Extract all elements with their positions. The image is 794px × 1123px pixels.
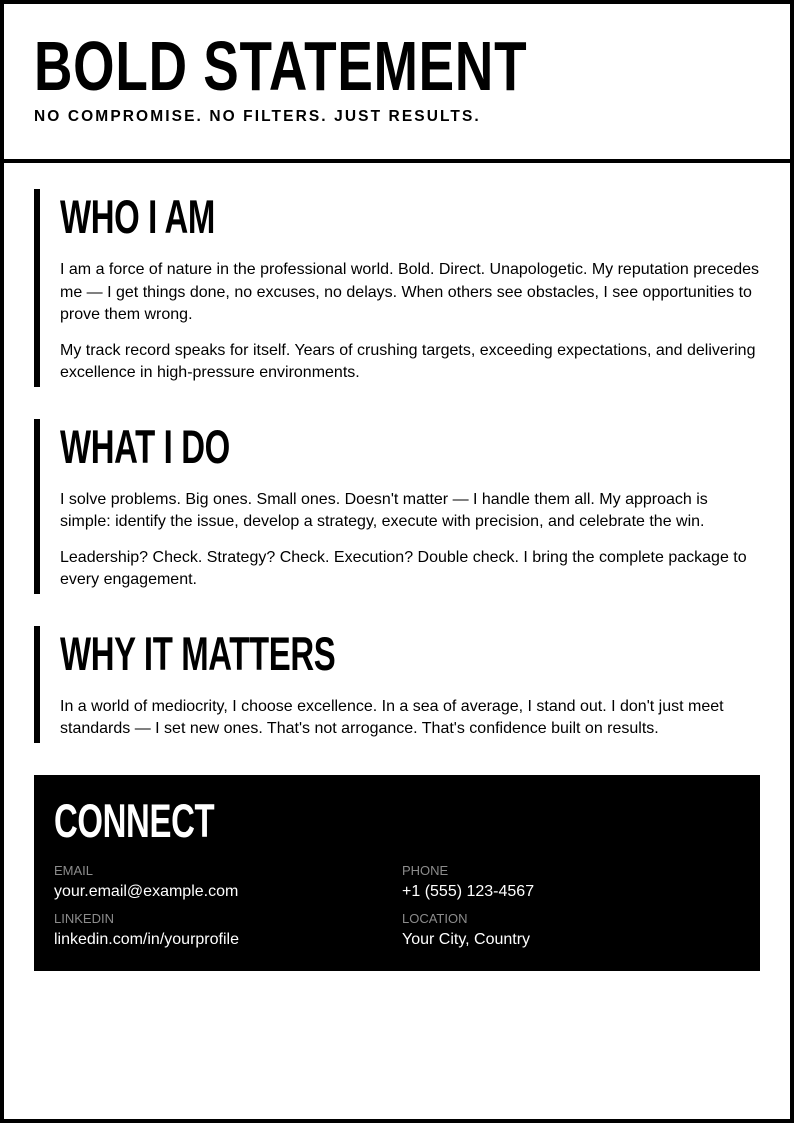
section-paragraph: I solve problems. Big ones. Small ones. Doesn't matter — I handle them all. My approach is simple: identify the issue, develop a strategy, execute with precision, and celebrate the win. (60, 490, 708, 530)
contact-label: LINKEDIN (54, 910, 114, 926)
contact-label: LOCATION (402, 910, 468, 926)
section-heading-container (60, 190, 760, 243)
section-heading-container (60, 419, 760, 473)
tagline: NO COMPROMISE. NO FILTERS. JUST RESULTS. (34, 108, 481, 125)
section-paragraph: In a world of mediocrity, I choose excellence. In a sea of average, I stand out. I don't just meet standards — I set new ones. That's not arrogance. That's confidence built on results. (60, 697, 724, 737)
section-heading: WHY IT MATTERS (60, 626, 336, 680)
title-container (34, 27, 790, 105)
contact-location (402, 911, 740, 951)
main-content (4, 163, 790, 971)
connect-panel (34, 775, 760, 971)
contact-label: EMAIL (54, 862, 94, 878)
page-title: BOLD STATEMENT (34, 27, 528, 105)
section-heading: WHO I AM (60, 190, 215, 243)
contact-email (54, 863, 402, 903)
page-header (4, 4, 790, 163)
location-value: Your City, Country (402, 930, 531, 948)
contact-label: PHONE (402, 862, 449, 878)
contact-phone (402, 863, 740, 903)
connect-heading: CONNECT (54, 793, 215, 847)
section-heading-container (60, 626, 760, 680)
section-heading: WHAT I DO (60, 419, 230, 473)
section-who-i-am (34, 189, 760, 387)
contact-linkedin (54, 911, 402, 951)
section-paragraph: I am a force of nature in the professional world. Bold. Direct. Unapologetic. My reputation precedes me — I get things done, no excuses, no delays. When others see obstacles, I see opportunities to prove them wrong. (60, 261, 760, 323)
linkedin-link[interactable]: linkedin.com/in/yourprofile (54, 930, 239, 948)
section-why-it-matters (34, 626, 760, 743)
section-paragraph: My track record speaks for itself. Years of crushing targets, exceeding expectations, and delivering excellence in high-pressure environments. (60, 341, 756, 381)
section-paragraph: Leadership? Check. Strategy? Check. Execution? Double check. I bring the complete package to every engagement. (60, 548, 747, 588)
contact-grid (54, 863, 740, 951)
connect-heading-container (54, 793, 740, 847)
section-what-i-do (34, 419, 760, 594)
phone-link[interactable]: +1 (555) 123-4567 (402, 882, 535, 900)
email-link[interactable]: your.email@example.com (54, 882, 239, 900)
